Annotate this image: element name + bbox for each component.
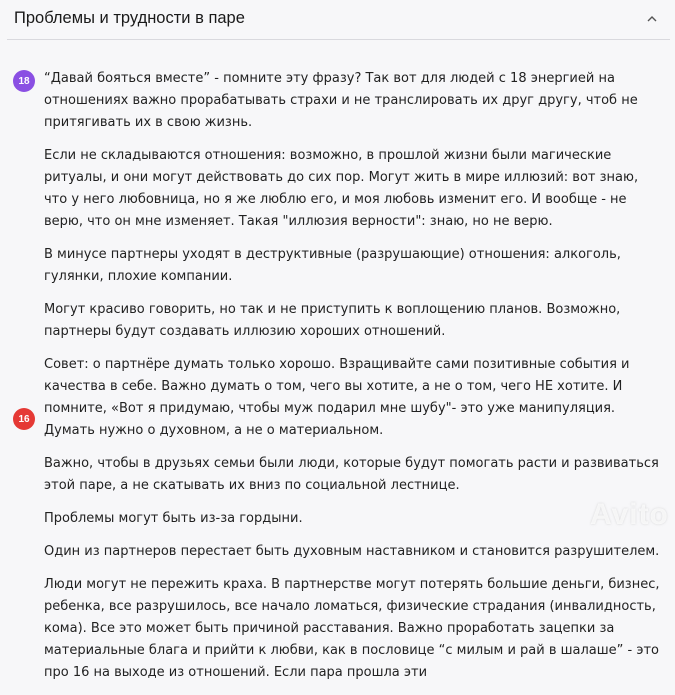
section-header[interactable] [0, 0, 675, 40]
paragraph: Если не складываются отношения: возможно, в прошлой жизни были магические ритуалы, и они могут действовать до сих пор. Могут жить в мире иллюзий: вот знаю, что у него любовница, но я же люблю его, и моя любовь изменит его. И вообще - не верю, что он мне изменяет. Такая "иллюзия верности": знаю, но не верю. [44, 148, 639, 229]
section-title: Проблемы и трудности в паре [14, 9, 245, 27]
avito-watermark: Avito [590, 498, 669, 531]
paragraph: Люди могут не пережить краха. В партнерстве могут потерять большие деньги, бизнес, ребенка, все разрушилось, все начало ломаться, физические страдания (инвалидность, кома). Все это может быть причиной расставания. Важно проработать зацепки за материальные блага и прийти к любви, как в пословице “с милым и рай в шалаше” - это про 16 на выходе из отношений. Если пара прошла эти [44, 577, 660, 680]
paragraph: В минусе партнеры уходят в деструктивные (разрушающие) отношения: алкоголь, гулянки, плохие компании. [44, 247, 621, 284]
chevron-up-icon[interactable] [645, 12, 659, 26]
paragraph: Важно, чтобы в друзьях семьи были люди, которые будут помогать расти и развиваться этой паре, а не скатывать их вниз по социальной лестнице. [44, 456, 659, 493]
article-content [44, 68, 664, 695]
paragraph: Один из партнеров перестает быть духовным наставником и становится разрушителем. [44, 544, 660, 559]
paragraph: “Давай бояться вместе” - помните эту фразу? Так вот для людей с 18 энергией на отношениях важно прорабатывать страхи и не транслировать их друг другу, чтоб не притягивать их в свою жизнь. [44, 71, 638, 130]
energy-badge-18: 18 [13, 70, 35, 92]
paragraph: Могут красиво говорить, но так и не приступить к воплощению планов. Возможно, партнеры будут создавать иллюзию хороших отношений. [44, 302, 621, 339]
header-divider [7, 39, 670, 40]
paragraph: Совет: о партнёре думать только хорошо. Взращивайте сами позитивные события и качества в себе. Важно думать о том, чего вы хотите, а не о том, чего НЕ хотите. И помните, «Вот я придумаю, чтобы муж подарил мне шубу"- это уже манипуляция. Думать нужно о духовном, а не о материальном. [44, 357, 630, 438]
paragraph: Проблемы могут быть из-за гордыни. [44, 511, 303, 526]
energy-badge-16: 16 [13, 408, 35, 430]
